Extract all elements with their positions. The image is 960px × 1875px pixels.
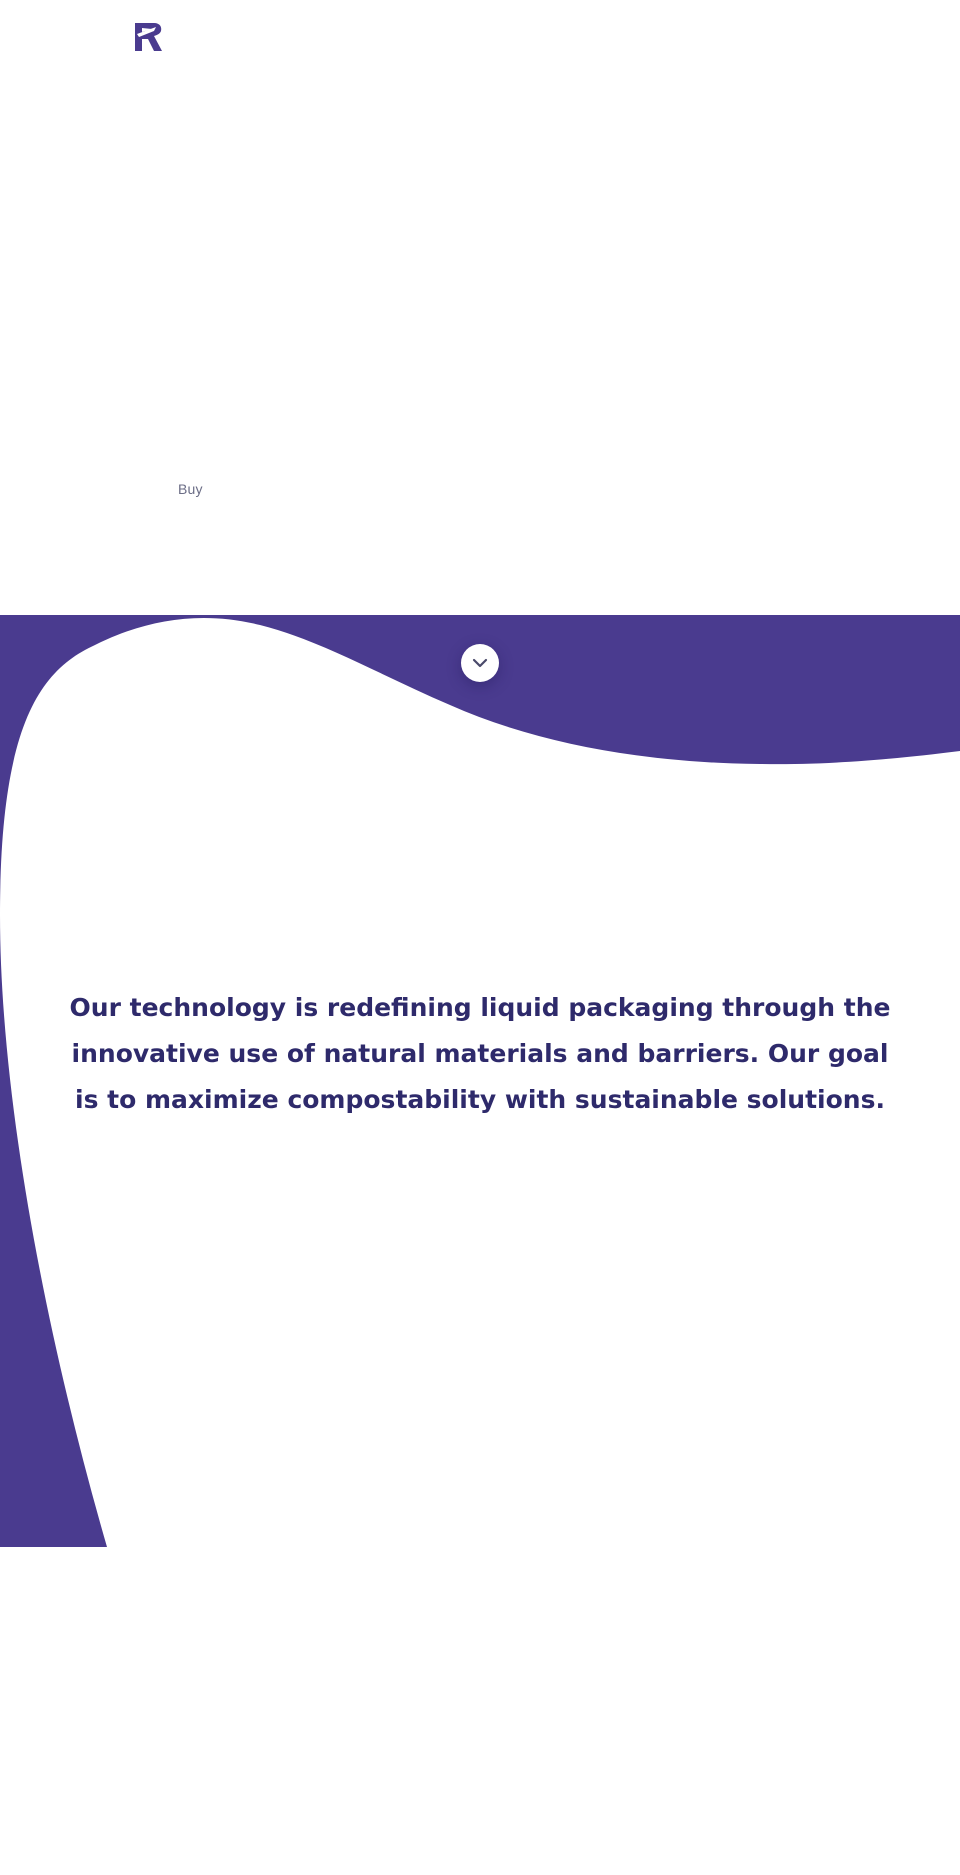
mission-statement: Our technology is redefining liquid packaging through the innovative use of natural materials and barriers. Our goal is to maximize compostability with sustainable solutions. (69, 993, 891, 1114)
buy-link[interactable]: Buy (178, 481, 203, 497)
hero-section (0, 0, 960, 615)
chevron-down-icon (472, 658, 488, 668)
scroll-down-button[interactable] (461, 644, 499, 682)
